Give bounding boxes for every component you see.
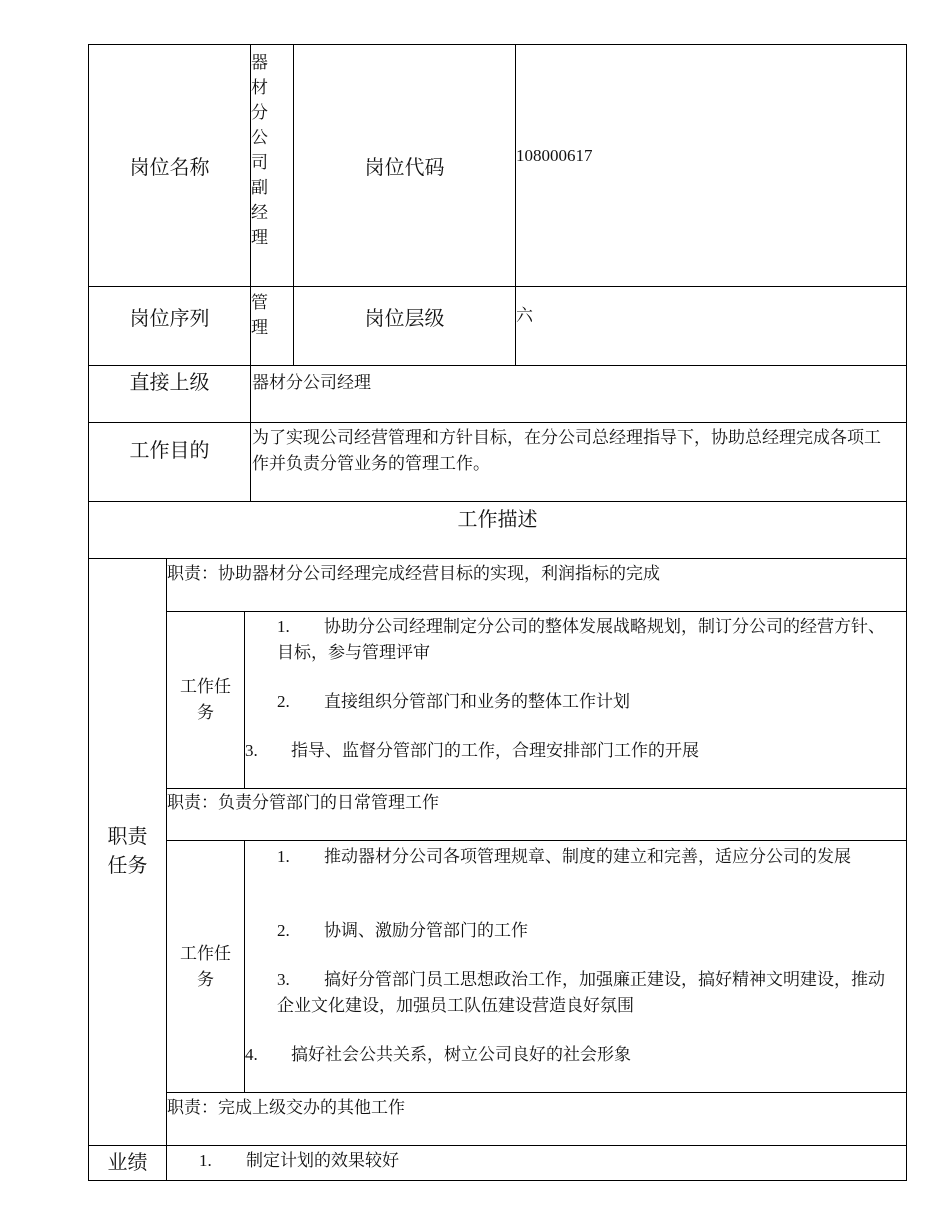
table-border-bottom <box>88 1180 907 1181</box>
task-text: 协调、激励分管部门的工作 <box>324 921 528 940</box>
task-item <box>245 1042 887 1068</box>
task-text: 搞好社会公共关系，树立公司良好的社会形象 <box>291 1045 631 1064</box>
task-item <box>245 738 887 764</box>
level-label: 岗位层级 <box>364 307 445 330</box>
duty-divider <box>166 1092 907 1093</box>
position-code-value: 108000617 <box>516 146 593 165</box>
row-divider <box>88 365 907 366</box>
duties-section-label-text: 职责任务 <box>107 826 148 877</box>
duty-title: 职责：负责分管部门的日常管理工作 <box>167 793 439 812</box>
position-code-label: 岗位代码 <box>364 157 445 179</box>
position-name-label: 岗位名称 <box>129 157 210 179</box>
task-label <box>167 841 244 1092</box>
task-number: 3. <box>277 970 290 989</box>
task-label <box>167 612 244 788</box>
duty-title: 职责：协助器材分公司经理完成经营目标的实现，利润指标的完成 <box>167 564 660 583</box>
table-border-right <box>906 44 907 1181</box>
task-number: 1. <box>277 617 290 636</box>
performance-text: 制定计划的效果较好 <box>246 1151 399 1170</box>
task-number: 1. <box>277 847 290 866</box>
task-text: 指导、监督分管部门的工作，合理安排部门工作的开展 <box>291 741 699 760</box>
performance-item <box>199 1148 889 1174</box>
task-text: 推动器材分公司各项管理规章、制度的建立和完善，适应分公司的发展 <box>324 847 851 866</box>
duty-divider <box>166 840 907 841</box>
task-text: 直接组织分管部门和业务的整体工作计划 <box>324 692 630 711</box>
sequence-value: 管理 <box>251 293 268 337</box>
duty-divider <box>166 788 907 789</box>
row-divider <box>88 558 907 559</box>
description-title: 工作描述 <box>457 509 538 531</box>
task-number: 4. <box>245 1045 258 1064</box>
superior-label: 直接上级 <box>129 372 210 394</box>
task-item <box>277 844 887 870</box>
task-item <box>277 689 887 715</box>
row-divider <box>88 422 907 423</box>
row-divider <box>88 1145 907 1146</box>
purpose-label: 工作目的 <box>129 440 210 462</box>
task-number: 3. <box>245 741 258 760</box>
task-item <box>277 918 887 944</box>
task-text: 协助分公司经理制定分公司的整体发展战略规划，制订分公司的经营方针、目标，参与管理评审 <box>277 617 885 662</box>
task-label-text: 工作任务 <box>180 677 231 722</box>
performance-number: 1. <box>199 1151 212 1170</box>
task-number: 2. <box>277 692 290 711</box>
sequence-label: 岗位序列 <box>129 307 210 330</box>
duties-section-label <box>89 559 166 1145</box>
task-label-text: 工作任务 <box>180 943 231 989</box>
purpose-value: 为了实现公司经营管理和方针目标，在分公司总经理指导下，协助总经理完成各项工作并负责分管业务的管理工作。 <box>252 428 881 473</box>
task-number: 2. <box>277 921 290 940</box>
superior-value: 器材分公司经理 <box>252 373 371 392</box>
level-value: 六 <box>516 306 533 325</box>
performance-label: 业绩 <box>107 1152 148 1174</box>
task-text: 搞好分管部门员工思想政治工作，加强廉正建设，搞好精神文明建设，推动企业文化建设，加强员工队伍建设营造良好氛围 <box>277 970 885 1015</box>
task-item <box>277 614 887 666</box>
position-name-value: 器材分公司副经理 <box>251 53 268 247</box>
duty-title: 职责：完成上级交办的其他工作 <box>167 1098 405 1117</box>
duty-divider <box>166 611 907 612</box>
row-divider <box>88 501 907 502</box>
task-item <box>277 967 887 1019</box>
